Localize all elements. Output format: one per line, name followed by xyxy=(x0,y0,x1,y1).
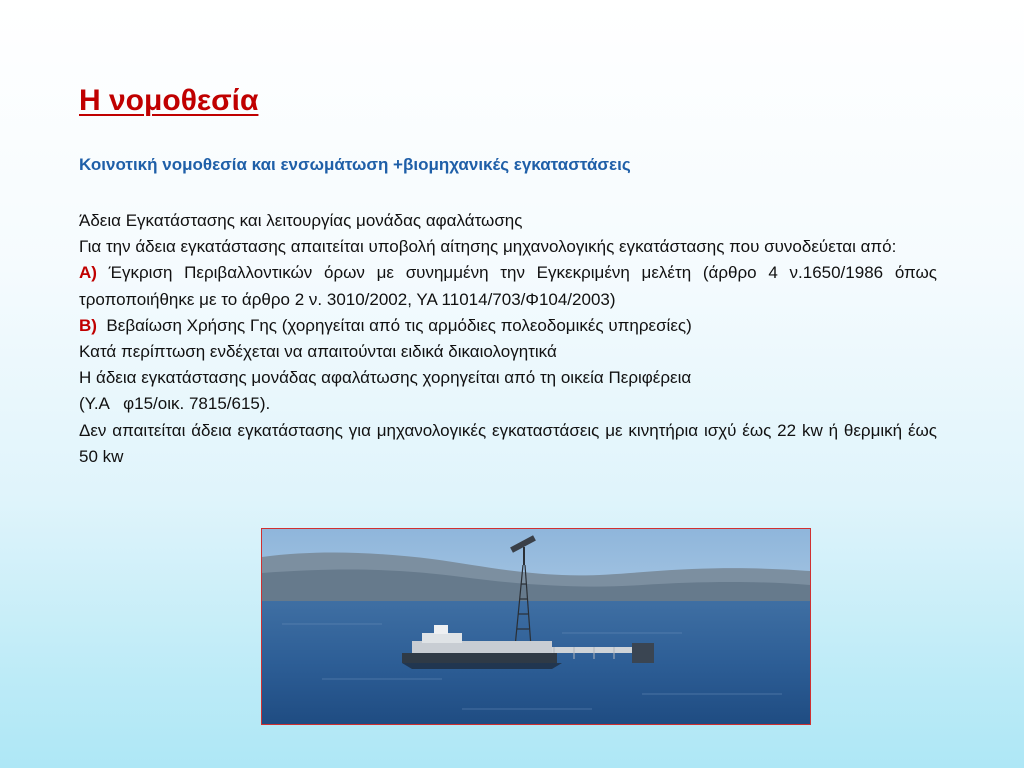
body-text xyxy=(79,208,937,470)
paragraph-application: Για την άδεια εγκατάστασης απαιτείται υποβολή αίτησης μηχανολογικής εγκατάστασης που συνοδεύεται από: xyxy=(79,237,897,257)
paragraph-license-heading: Άδεια Εγκατάστασης και λειτουργίας μονάδας αφαλάτωσης xyxy=(79,211,523,230)
paragraph-ministerial-decision: (Υ.Α φ15/οικ. 7815/615). xyxy=(79,394,271,414)
paragraph-region-license: Η άδεια εγκατάστασης μονάδας αφαλάτωσης χορηγείται από τη οικεία Περιφέρεια xyxy=(79,368,692,388)
paragraph-exemption: Δεν απαιτείται άδεια εγκατάστασης για μηχανολογικές εγκαταστάσεις με κινητήρια ισχύ έως 22 kw ή θερμική έως 50 kw xyxy=(79,420,937,466)
list-item-a xyxy=(79,260,937,312)
paragraph-special-documents: Κατά περίπτωση ενδέχεται να απαιτούνται ειδικά δικαιολογητικά xyxy=(79,342,557,362)
desalination-platform-photo xyxy=(261,528,811,725)
list-text-b: Βεβαίωση Χρήσης Γης (χορηγείται από τις αρμόδιες πολεοδομικές υπηρεσίες) xyxy=(106,315,692,335)
slide-subtitle: Κοινοτική νομοθεσία και ενσωμάτωση +βιομηχανικές εγκαταστάσεις xyxy=(79,155,631,174)
list-marker-b: Β) xyxy=(79,315,97,335)
list-text-a: Έγκριση Περιβαλλοντικών όρων με συνημμένη την Εγκεκριμένη μελέτη (άρθρο 4 ν.1650/1986 όπως τροποποιήθηκε με το άρθρο 2 ν. 3010/2002, ΥΑ 11014/703/Φ104/2003) xyxy=(79,263,937,309)
list-marker-a: Α) xyxy=(79,263,97,283)
list-item-b xyxy=(79,313,937,339)
slide-title: Η νομοθεσία xyxy=(79,84,259,117)
